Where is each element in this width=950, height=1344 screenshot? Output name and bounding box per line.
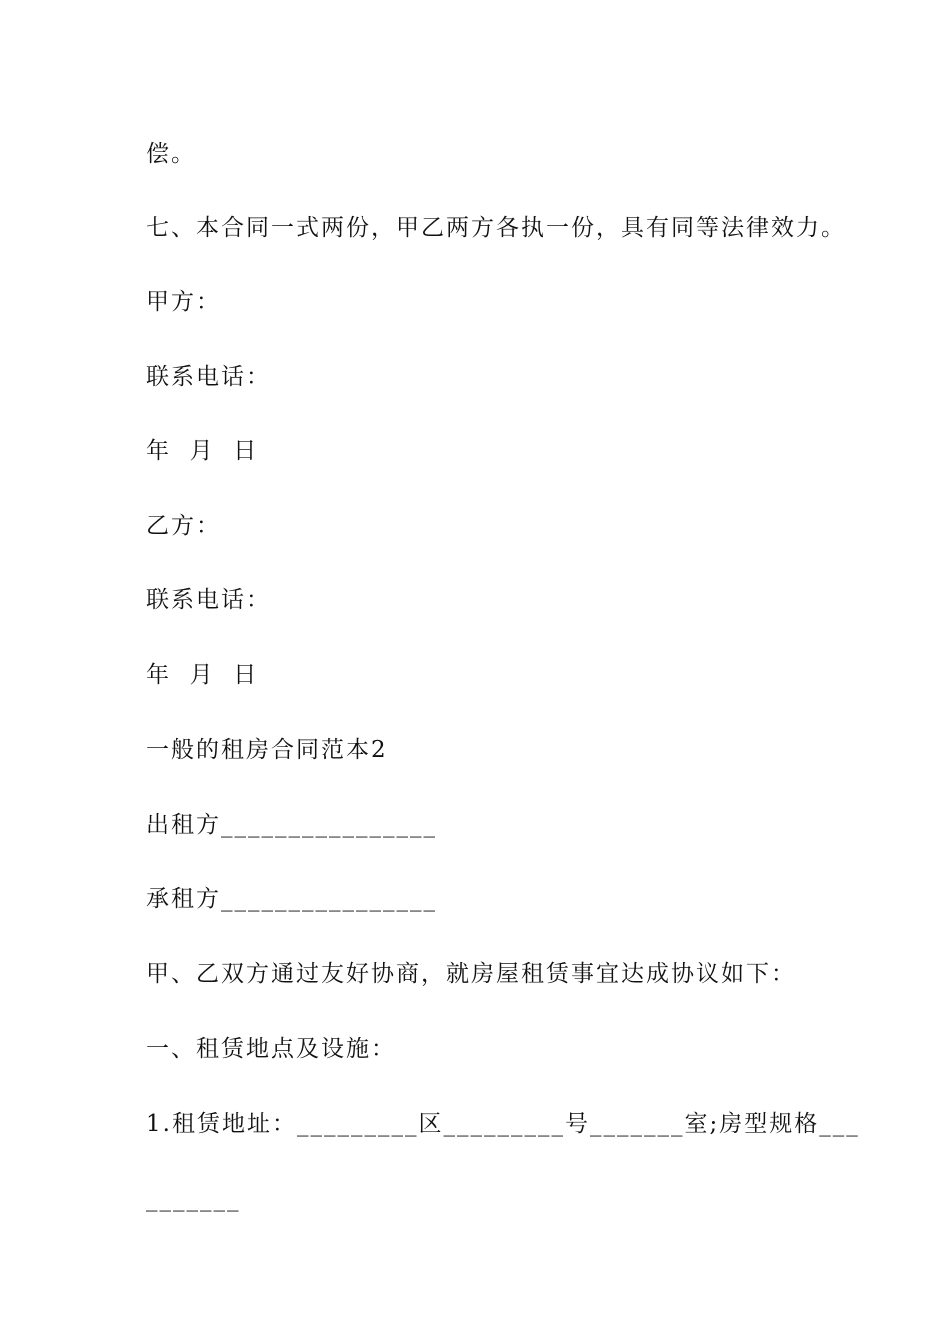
party-a-phone-label: 联系电话： (146, 364, 271, 390)
party-a-label: 甲方： (146, 289, 221, 315)
party-b-phone-label: 联系电话： (146, 587, 271, 613)
contract-title: 一般的租房合同范本2 (146, 737, 388, 763)
party-b-label: 乙方： (146, 513, 221, 539)
party-a-date-label: 年 月 日 (146, 438, 259, 464)
clause-seven: 七、本合同一式两份，甲乙两方各执一份，具有同等法律效力。 (146, 215, 846, 241)
agreement-intro: 甲、乙双方通过友好协商，就房屋租赁事宜达成协议如下： (146, 961, 796, 987)
party-b-date-label: 年 月 日 (146, 662, 259, 688)
rental-address-line: 1.租赁地址：_________区_________号_______室;房型规格___ (146, 1111, 860, 1137)
text-line-compensation-end: 偿。 (146, 141, 196, 167)
rental-address-continuation: _______ (146, 1186, 241, 1212)
lessee-line: 承租方________________ (146, 886, 437, 912)
section-one-heading: 一、租赁地点及设施： (146, 1036, 396, 1062)
lessor-line: 出租方________________ (146, 812, 437, 838)
